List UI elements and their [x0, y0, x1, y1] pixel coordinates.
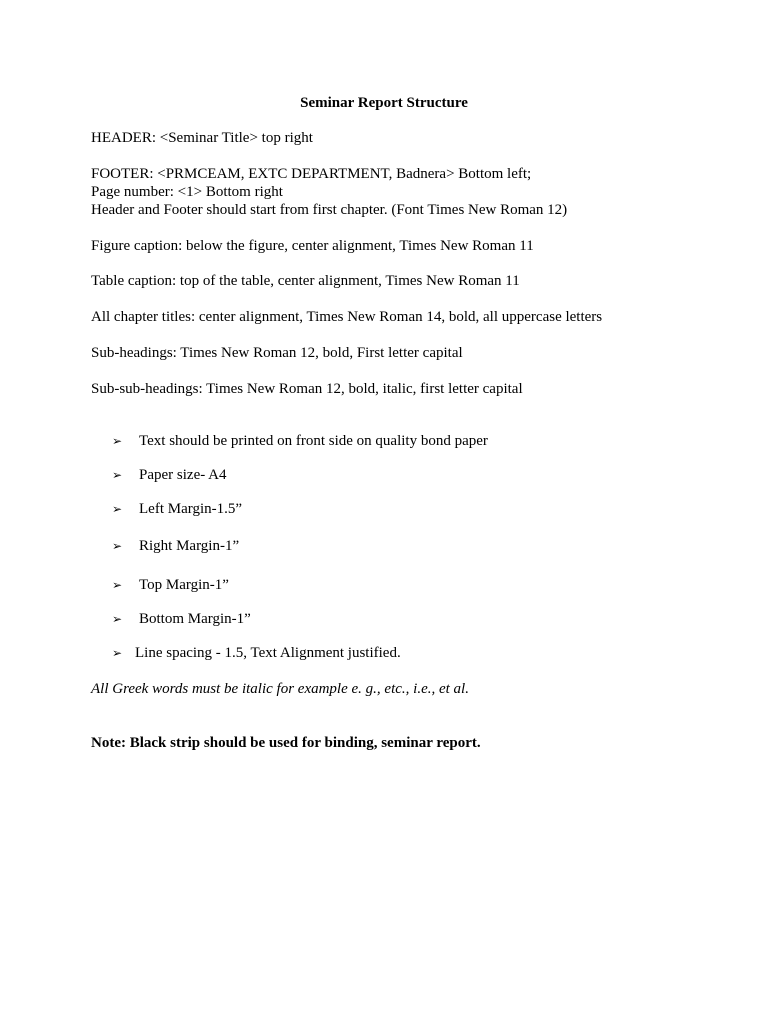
list-item-text: Text should be printed on front side on quality bond paper — [139, 433, 488, 449]
greek-words-note: All Greek words must be italic for example e. g., etc., i.e., et al. — [91, 681, 469, 697]
bullet-arrow-icon: ➢ — [112, 468, 123, 482]
sub-sub-heading-rule: Sub-sub-headings: Times New Roman 12, bold, italic, first letter capital — [91, 381, 523, 397]
header-rule: HEADER: <Seminar Title> top right — [91, 130, 313, 146]
footer-rule: FOOTER: <PRMCEAM, EXTC DEPARTMENT, Badnera> Bottom left; — [91, 166, 532, 182]
list-item-text: Right Margin-1” — [139, 538, 240, 554]
list-item — [112, 576, 229, 594]
list-item — [112, 610, 251, 628]
table-caption-rule: Table caption: top of the table, center alignment, Times New Roman 11 — [91, 273, 520, 289]
bullet-arrow-icon: ➢ — [112, 646, 123, 660]
list-item — [112, 432, 488, 450]
list-item-text: Paper size- A4 — [139, 467, 227, 483]
bullet-arrow-icon: ➢ — [112, 578, 123, 592]
bullet-arrow-icon: ➢ — [112, 434, 123, 448]
header-footer-start-rule: Header and Footer should start from first chapter. (Font Times New Roman 12) — [91, 202, 568, 218]
list-item — [112, 537, 239, 555]
bullet-arrow-icon: ➢ — [112, 612, 123, 626]
list-item — [112, 644, 401, 662]
document-title: Seminar Report Structure — [300, 95, 468, 111]
bullet-arrow-icon: ➢ — [112, 539, 123, 553]
chapter-title-rule: All chapter titles: center alignment, Times New Roman 14, bold, all uppercase letters — [91, 309, 603, 325]
list-item-text: Top Margin-1” — [139, 577, 229, 593]
figure-caption-rule: Figure caption: below the figure, center alignment, Times New Roman 11 — [91, 238, 534, 254]
bullet-arrow-icon: ➢ — [112, 502, 123, 516]
list-item-text: Line spacing - 1.5, Text Alignment justified. — [135, 645, 401, 661]
list-item-text: Left Margin-1.5” — [139, 501, 243, 517]
sub-heading-rule: Sub-headings: Times New Roman 12, bold, First letter capital — [91, 345, 463, 361]
list-item-text: Bottom Margin-1” — [139, 611, 251, 627]
binding-note: Note: Black strip should be used for binding, seminar report. — [91, 735, 481, 751]
page-number-rule: Page number: <1> Bottom right — [91, 184, 283, 200]
list-item — [112, 466, 226, 484]
list-item — [112, 500, 242, 518]
